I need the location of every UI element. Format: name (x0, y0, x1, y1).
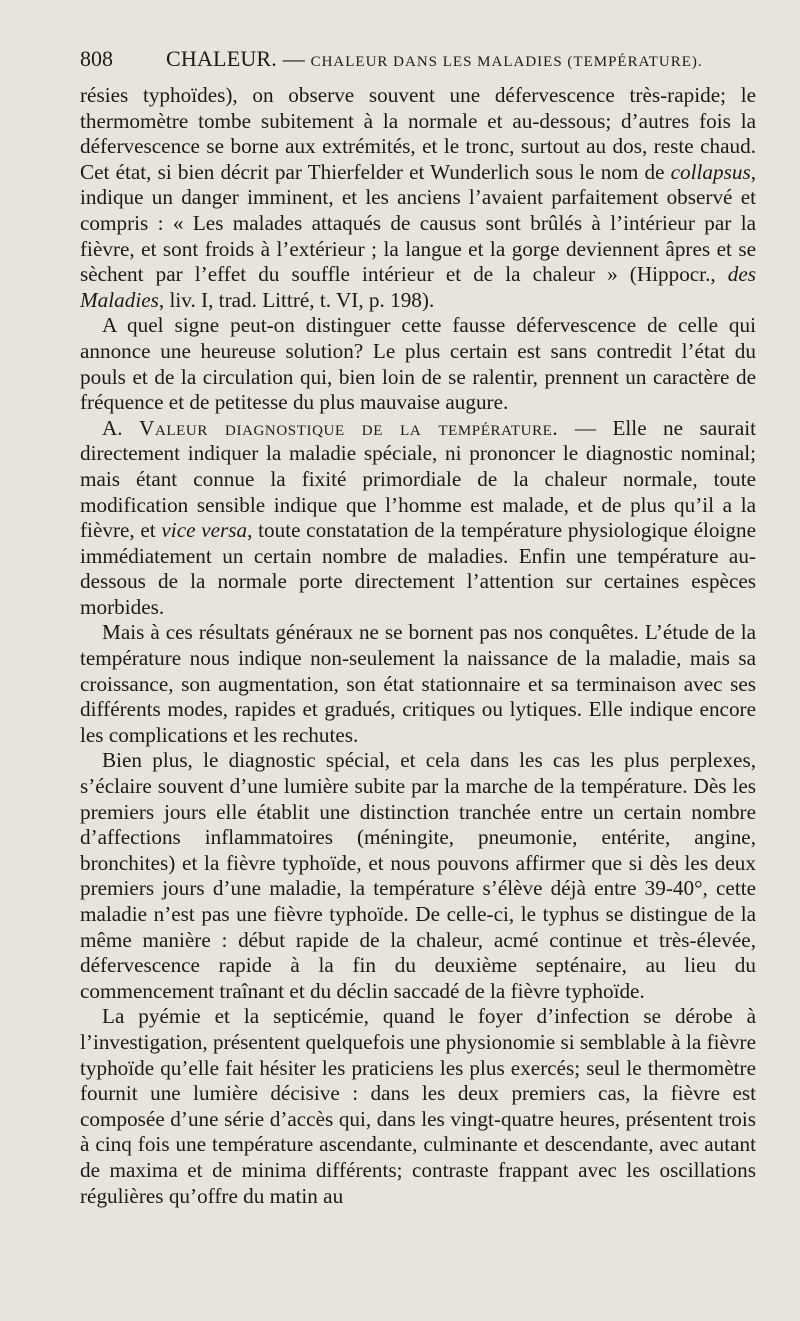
italic-text: vice versa (161, 518, 248, 543)
body-text (80, 83, 756, 1209)
paragraph (80, 748, 756, 1004)
page-header (80, 44, 756, 77)
running-title-main: CHALEUR. — (166, 46, 311, 71)
italic-text: collapsus (670, 159, 751, 184)
running-title (166, 44, 703, 77)
running-title-sub: CHALEUR DANS LES MALADIES (TEMPÉRATURE). (310, 54, 703, 70)
text-run: A quel signe peut-on distinguer cette fausse défervescence de celle qui annonce une heureuse solution? Le plus certain est sans contredit l’état du pouls et de la circulation qui, bien loin de se ralentir, prennent un caractère de fréquence et de petitesse du plus mauvaise augure. (80, 313, 756, 415)
text-run: La pyémie et la septicémie, quand le foyer d’infection se dérobe à l’investigation, présentent quelquefois une physionomie si semblable à la fièvre typhoïde qu’elle fait hésiter les praticiens les plus exercés; seul le thermomètre fournit une lumière décisive : dans les deux premiers cas, la fièvre est composée d’une série d’accès qui, dans les vingt-quatre heures, présentent trois à cinq fois une température ascendante, culminante et descendante, avec autant de maxima et de minima différents; contraste frappant avec les oscillations régulières qu’offre du matin au (80, 1004, 756, 1208)
paragraph (80, 313, 756, 415)
paragraph (80, 620, 756, 748)
italic-text: des Maladies (80, 262, 756, 312)
paragraph (80, 1004, 756, 1209)
text-run: Mais à ces résultats généraux ne se bornent pas nos conquêtes. L’étude de la température nous indique non-seulement la naissance de la maladie, mais sa croissance, son augmentation, son état stationnaire et sa terminaison avec ses différents modes, rapides et gradués, critiques ou lytiques. Elle indique encore les complications et les rechutes. (80, 620, 756, 747)
text-run: A. (102, 415, 140, 440)
section-heading: Valeur diagnostique de la température. (139, 415, 559, 440)
text-run: — Elle ne saurait directement indiquer la maladie spéciale, ni prononcer le diagnostic nominal; mais étant connue la fixité primordiale de la chaleur normale, toute modification sensible indique que l’homme est malade, et de plus qu’il a la fièvre, et (80, 415, 757, 543)
paragraph (80, 416, 756, 621)
text-run: , indique un danger imminent, et les anciens l’avaient parfaitement observé et compris : « Les malades attaqués de causus sont brûlés à l’intérieur par la fièvre, et sont froids à l’extérieur ; la langue et la gorge deviennent âpres et se sèchent par l’effet du souffle intérieur et de la chaleur » (Hippocr., (80, 159, 756, 287)
page-number: 808 (80, 46, 113, 71)
text-run: , toute constatation de la température physiologique éloigne immédiatement un certain nombre de maladies. Enfin une température au-dessous de la normale porte directement l’attention sur certaines espèces morbides. (80, 518, 756, 619)
paragraph (80, 83, 756, 313)
text-run: , liv. I, trad. Littré, t. VI, p. 198). (158, 287, 435, 312)
text-run: Bien plus, le diagnostic spécial, et cela dans les cas les plus perplexes, s’éclaire souvent d’une lumière subite par la marche de la température. Dès les premiers jours elle établit une distinction tranchée entre un certain nombre d’affections inflammatoires (méningite, pneumonie, entérite, angine, bronchites) et la fièvre typhoïde, et nous pouvons affirmer que si dès les deux premiers jours d’une maladie, la température s’élève déjà entre 39-40°, cette maladie n’est pas une fièvre typhoïde. De celle-ci, le typhus se distingue de la même manière : début rapide de la chaleur, acmé continue et très-élevée, défervescence rapide à la fin du deuxième septénaire, au lieu du commencement traînant et du déclin saccadé de la fièvre typhoïde. (80, 748, 756, 1003)
text-run: résies typhoïdes), on observe souvent une défervescence très-rapide; le thermomètre tombe subitement à la normale et au-dessous; d’autres fois la défervescence se borne aux extrémités, et le tronc, surtout au dos, reste chaud. Cet état, si bien décrit par Thierfelder et Wunderlich sous le nom de (80, 83, 756, 184)
